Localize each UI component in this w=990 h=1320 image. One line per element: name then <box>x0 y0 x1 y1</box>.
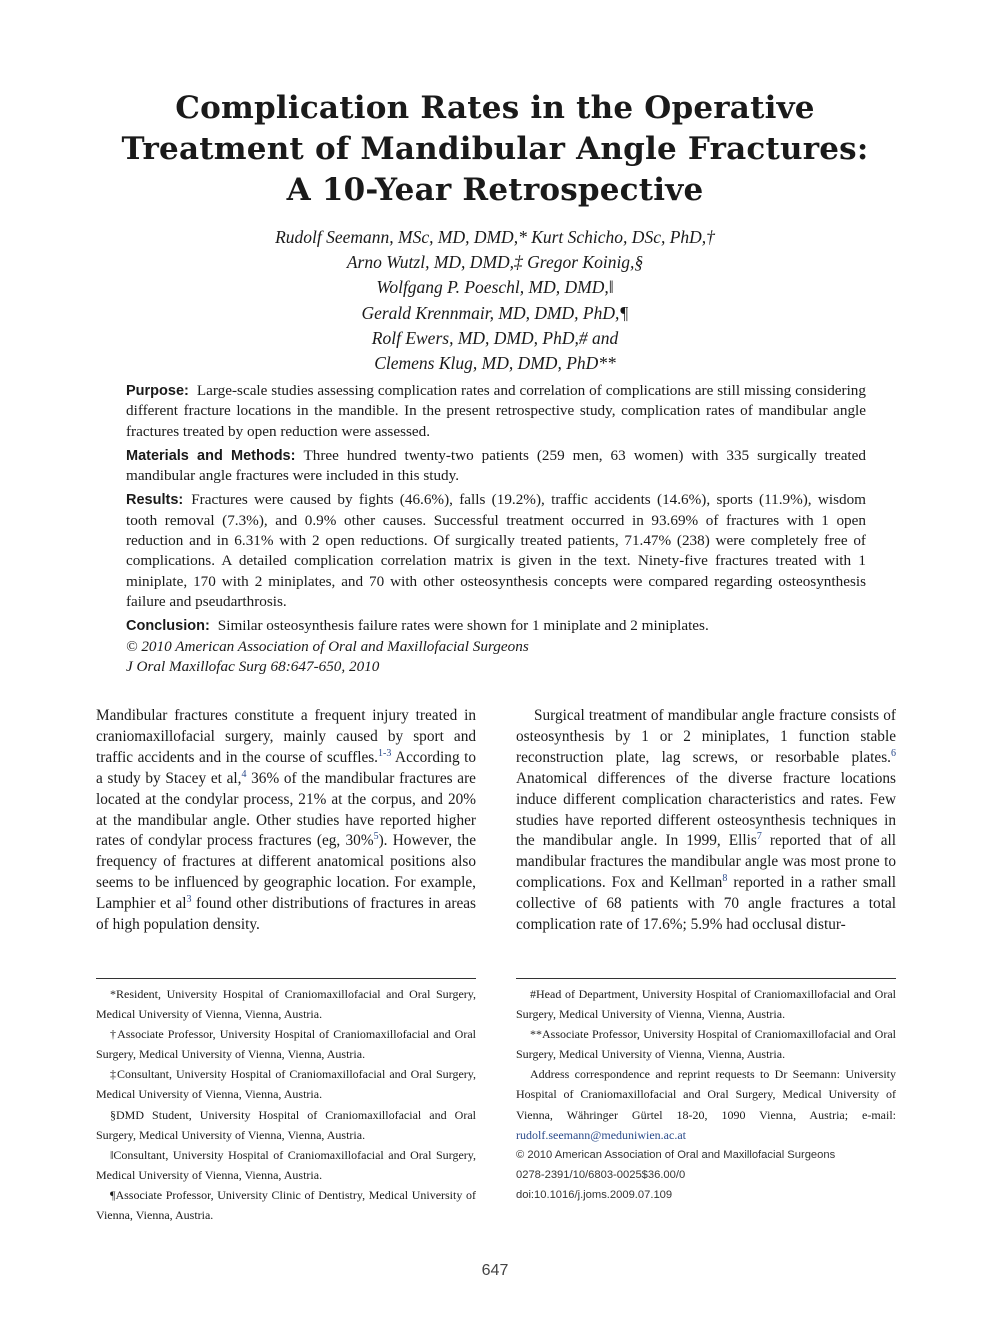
affiliation-footnote: ¶Associate Professor, University Clinic of Dentistry, Medical University of Vienna, Vienna, Austria. <box>96 1187 476 1223</box>
reference-link[interactable]: 5 <box>373 831 379 843</box>
body-text: According to a study by Stacey et al, <box>96 748 476 787</box>
reference-link[interactable]: 3 <box>186 894 192 906</box>
affiliation-footnote: †Associate Professor, University Hospital of Craniomaxillofacial and Oral Surgery, Medical University of Vienna, Vienna, Austria. <box>96 1027 476 1062</box>
title-line: A 10-Year Retrospective <box>286 172 704 208</box>
article-title <box>96 88 894 211</box>
journal-citation: J Oral Maxillofac Surg 68:647-650, 2010 <box>126 657 380 675</box>
footnote-divider <box>516 978 896 979</box>
page-number: 647 <box>481 1262 509 1279</box>
reference-link[interactable]: 1-3 <box>378 747 392 759</box>
body-text: reported in a rather small collective of 68 patients with 70 angle fractures a total complication rate of 17.6%; 5.9% had occlusal distur- <box>516 874 896 934</box>
abstract-conclusion <box>126 616 866 636</box>
author-list <box>96 225 894 376</box>
copyright-notice: © 2010 American Association of Oral and Maxillofacial Surgeons <box>516 1148 836 1161</box>
doi-line: doi:10.1016/j.joms.2009.07.109 <box>516 1188 673 1201</box>
abstract-methods <box>126 446 866 487</box>
abstract-text: Fractures were caused by fights (46.6%), falls (19.2%), traffic accidents (14.6%), sports (11.9%), wisdom tooth removal (7.3%), and 0.9% other causes. Successful treatment occurred in 93.69% of fractures with 1 open reduction and in 6.31% with 2 open reductions. Of surgically treated patients, 71.47% (238) were completely free of complications. A detailed complication correlation matrix is given in the text. Ninety-five fractures treated with 1 miniplate, 170 with 2 miniplates, and 70 with other osteosynthesis concepts were compared regarding osteosynthesis failure and pseudarthrosis. <box>126 491 866 610</box>
affiliation-footnote: ‖Consultant, University Hospital of Craniomaxillofacial and Oral Surgery, Medical University of Vienna, Vienna, Austria. <box>96 1147 476 1182</box>
author-line: Rudolf Seemann, MSc, MD, DMD,* Kurt Schicho, DSc, PhD,† <box>275 227 715 247</box>
correspondence-footnote <box>516 1064 896 1144</box>
body-paragraph <box>516 706 896 936</box>
footnote-divider <box>96 978 476 979</box>
abstract <box>126 381 866 677</box>
body-text: 36% of the mandibular fractures are located at the condylar process, 21% at the corpus, and 20% at the mandibular angle. Other studies have reported higher rates of condylar process fractures (eg, 30% <box>96 769 476 850</box>
abstract-text: Similar osteosynthesis failure rates were shown for 1 miniplate and 2 miniplates. <box>217 617 709 635</box>
abstract-heading: Results: <box>126 492 184 509</box>
footnotes-left <box>96 984 476 1225</box>
abstract-purpose <box>126 381 866 442</box>
body-text: Anatomical differences of the diverse fracture locations induce different complication characteristics and rates. Few studies have reported different osteosynthesis techniques in the mandibular angle. In 1999, Ellis <box>516 769 896 850</box>
footnotes-right <box>516 984 896 1205</box>
author-line: Wolfgang P. Poeschl, MD, DMD,‖ <box>376 277 614 298</box>
abstract-heading: Purpose: <box>126 383 189 399</box>
body-paragraph <box>96 706 476 936</box>
body-text: Surgical treatment of mandibular angle fracture consists of osteosynthesis by 1 or 2 miniplates, 1 function stable reconstruction plate, lag screws, or resorbable plates. <box>516 707 896 766</box>
email-link[interactable]: rudolf.seemann@meduniwien.ac.at <box>516 1127 686 1142</box>
affiliation-footnote: *Resident, University Hospital of Craniomaxillofacial and Oral Surgery, Medical University of Vienna, Vienna, Austria. <box>96 987 476 1022</box>
reference-link[interactable]: 6 <box>891 747 896 759</box>
affiliation-footnote: §DMD Student, University Hospital of Craniomaxillofacial and Oral Surgery, Medical University of Vienna, Vienna, Austria. <box>96 1107 476 1142</box>
body-text: reported that of all mandibular fractures the mandibular angle was most prone to complications. Fox and Kellman <box>516 832 896 892</box>
abstract-results <box>126 490 866 612</box>
issn-line: 0278-2391/10/6803-0025$36.00/0 <box>516 1168 686 1181</box>
reference-link[interactable]: 8 <box>722 873 728 885</box>
affiliation-footnote: #Head of Department, University Hospital of Craniomaxillofacial and Oral Surgery, Medical University of Vienna, Vienna, Austria. <box>516 987 896 1022</box>
body-text: found other distributions of fractures in areas of high population density. <box>96 895 476 934</box>
author-line: Rolf Ewers, MD, DMD, PhD,# and <box>371 327 619 348</box>
body-text: Mandibular fractures constitute a frequent injury treated in craniomaxillofacial surgery, mainly caused by sport and traffic accidents and in the course of scuffles. <box>96 707 476 766</box>
abstract-text: Three hundred twenty-two patients (259 men, 63 women) with 335 surgically treated mandibular angle fractures were included in this study. <box>126 446 866 485</box>
body-column-right <box>516 706 896 936</box>
correspondence-text: Address correspondence and reprint requests to Dr Seemann: University Hospital of Craniomaxillofacial and Oral Surgery, Medical University of Vienna, Währinger Gürtel 18-20, 1090 Vienna, Austria; e-mail: <box>516 1067 896 1122</box>
affiliation-footnote: ‡Consultant, University Hospital of Craniomaxillofacial and Oral Surgery, Medical University of Vienna, Vienna, Austria. <box>96 1067 476 1102</box>
body-column-left <box>96 706 476 936</box>
author-line: Clemens Klug, MD, DMD, PhD** <box>374 353 616 374</box>
abstract-heading: Materials and Methods: <box>126 447 296 464</box>
author-line: Arno Wutzl, MD, DMD,‡ Gregor Koinig,§ <box>346 252 644 273</box>
affiliation-footnote: **Associate Professor, University Hospital of Craniomaxillofacial and Oral Surgery, Medical University of Vienna, Vienna, Austria. <box>516 1027 896 1062</box>
title-line: Complication Rates in the Operative <box>175 90 815 126</box>
abstract-text: Large-scale studies assessing complication rates and correlation of complications are still missing considering different fracture locations in the mandible. In the present retrospective study, complication rates of mandibular angle fractures treated by open reduction were assessed. <box>126 382 866 440</box>
body-text: ). However, the frequency of fractures at different anatomical positions also seems to be influenced by geographic location. For example, Lamphier et al <box>96 832 476 913</box>
reference-link[interactable]: 4 <box>241 768 247 780</box>
title-line: Treatment of Mandibular Angle Fractures: <box>121 131 869 167</box>
reference-link[interactable]: 7 <box>756 831 762 843</box>
author-line: Gerald Krennmair, MD, DMD, PhD,¶ <box>361 302 629 323</box>
abstract-heading: Conclusion: <box>126 618 210 635</box>
copyright-line: © 2010 American Association of Oral and Maxillofacial Surgeons <box>126 637 529 655</box>
